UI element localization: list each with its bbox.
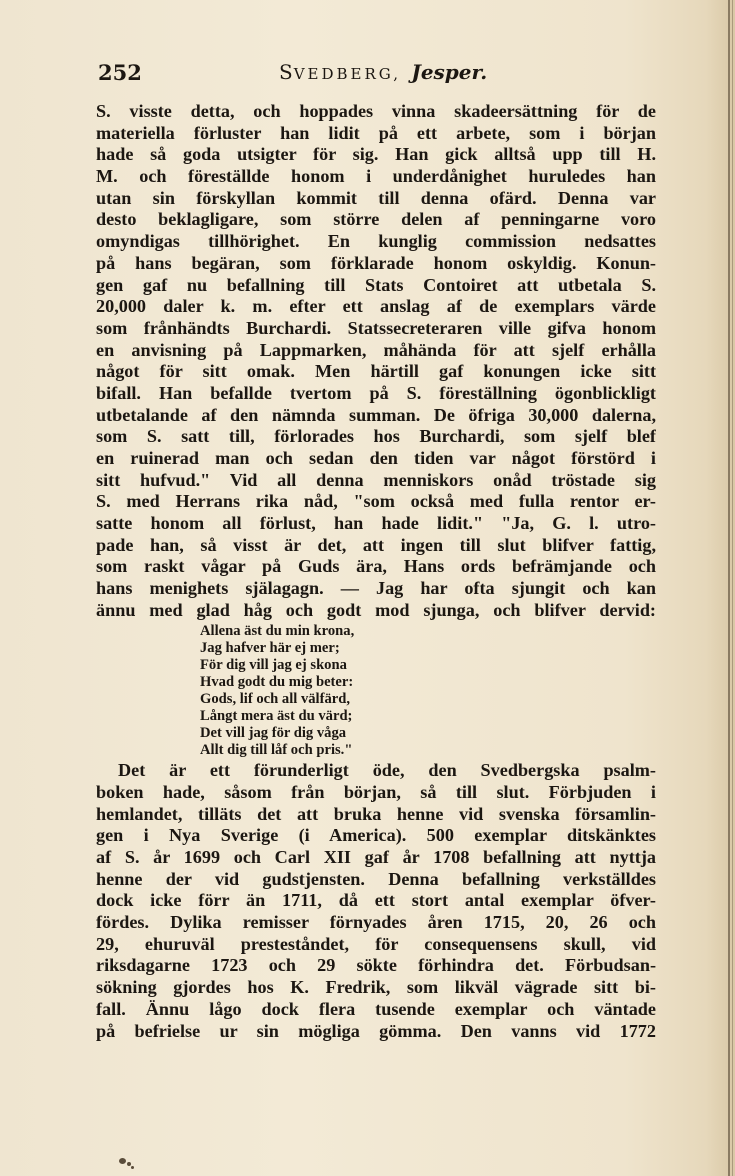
- body-text: [96, 101, 656, 1042]
- text-line: ännu med glad håg och godt mod sjunga, och blifver dervid:: [96, 599, 656, 620]
- running-head-initial: S: [279, 60, 294, 84]
- paper-speck: [131, 1166, 134, 1169]
- running-head-caps: VEDBERG,: [293, 65, 401, 83]
- verse-line: Långt mera äst du värd;: [200, 707, 353, 724]
- verse-line: Hvad godt du mig beter:: [200, 673, 354, 690]
- page-edge-shadow: [728, 0, 730, 1176]
- verse-line: För dig vill jag ej skona: [200, 656, 347, 673]
- page-edge-line: [732, 0, 733, 1176]
- paper-speck: [127, 1162, 131, 1166]
- text-line: gen gaf nu befallning till Stats Contoiret att utbetala S.: [96, 274, 656, 295]
- text-line: omyndigas tillhörighet. En kunglig commission nedsattes: [96, 231, 656, 252]
- text-line: sökning gjordes hos K. Fredrik, som likväl vägrade sitt bi-: [96, 977, 656, 998]
- running-head: [279, 60, 487, 84]
- text-line: hemlandet, tilläts det att bruka henne vid svenska församlin-: [96, 803, 656, 824]
- text-line: något för sitt omak. Men härtill gaf konungen icke sitt: [96, 361, 656, 382]
- page-header: [96, 60, 656, 90]
- text-line: sitt hufvud." Vid all denna menniskors onåd tröstade sig: [96, 469, 656, 490]
- text-line: som raskt vågar på Guds ära, Hans ords befrämjande och: [96, 556, 656, 577]
- verse-line: Allt dig till låf och pris.": [200, 742, 353, 759]
- text-line: fall. Ännu lågo dock flera tusende exemplar och väntade: [96, 998, 656, 1019]
- text-line: af S. år 1699 och Carl XII gaf år 1708 befallning att nyttja: [96, 847, 656, 867]
- text-line: bifall. Han befallde tvertom på S. föreställning ögonblickligt: [96, 382, 656, 403]
- verse-line: Jag hafver här ej mer;: [200, 639, 340, 656]
- running-head-name: Jesper.: [411, 60, 488, 84]
- verse-line: Det vill jag för dig våga: [200, 725, 347, 742]
- text-line: utbetalande af den nämnda summan. De öfriga 30,000 dalerna,: [96, 404, 656, 425]
- text-line: 20,000 daler k. m. efter ett anslag af de exemplars värde: [96, 296, 656, 317]
- text-line: S. visste detta, och hoppades vinna skadeersättning för de: [96, 101, 656, 121]
- text-line: boken hade, såsom från början, så till slut. Förbjuden i: [96, 781, 656, 802]
- text-line: hans menighets själagagn. — Jag har ofta sjungit och kan: [96, 578, 656, 599]
- verse-line: Gods, lif och all välfärd,: [200, 690, 350, 707]
- text-line: en ruinerad man och sedan den tiden var något förstörd i: [96, 448, 656, 468]
- text-line: fördes. Dylika remisser förnyades åren 1715, 20, 26 och: [96, 912, 656, 933]
- text-line: på hans begäran, som förklarade honom oskyldig. Konun-: [96, 252, 656, 273]
- text-line: Det är ett förunderligt öde, den Svedbergska psalm-: [118, 760, 656, 781]
- text-line: satte honom all förlust, han hade lidit." "Ja, G. l. utro-: [96, 513, 656, 534]
- text-line: desto beklagligare, som större delen af penningarne voro: [96, 209, 656, 230]
- text-line: pade han, så visst är det, att ingen till slut blifver fattig,: [96, 534, 656, 555]
- closing-paragraph: [96, 760, 656, 1042]
- text-line: gen i Nya Sverige (i America). 500 exemplar ditskänktes: [96, 825, 656, 846]
- verse-line: Allena äst du min krona,: [200, 622, 355, 639]
- text-line: henne der vid gudstjensten. Denna befallning verkställdes: [96, 868, 656, 889]
- text-line: dock icke förr än 1711, då ett stort antal exemplar öfver-: [96, 890, 656, 911]
- paper-speck: [119, 1158, 126, 1164]
- text-line: 29, ehuruväl presteståndet, för consequensens skull, vid: [96, 933, 656, 954]
- page-number: 252: [98, 60, 142, 85]
- text-line: hade så goda utsigter för sig. Han gick alltså upp till H.: [96, 144, 656, 165]
- text-line: som S. satt till, förlorades hos Burchardi, som sjelf blef: [96, 426, 656, 447]
- text-line: riksdagarne 1723 och 29 sökte förhindra det. Förbudsan-: [96, 955, 656, 976]
- text-line: M. och föreställde honom i underdånighet huruledes han: [96, 166, 656, 187]
- text-line: en anvisning på Lappmarken, måhända för att sjelf erhålla: [96, 339, 656, 360]
- text-line: som frånhändts Burchardi. Statssecreteraren ville gifva honom: [96, 317, 656, 338]
- text-line: materiella förluster han lidit på ett arbete, som i början: [96, 122, 656, 143]
- text-line: på befrielse ur sin mögliga gömma. Den vanns vid 1772: [96, 1020, 656, 1041]
- hymn-verse: [96, 623, 656, 760]
- text-line: utan sin förskyllan kommit till denna ofärd. Denna var: [96, 187, 656, 208]
- text-line: S. med Herrans rika nåd, "som också med fulla rentor er-: [96, 491, 656, 512]
